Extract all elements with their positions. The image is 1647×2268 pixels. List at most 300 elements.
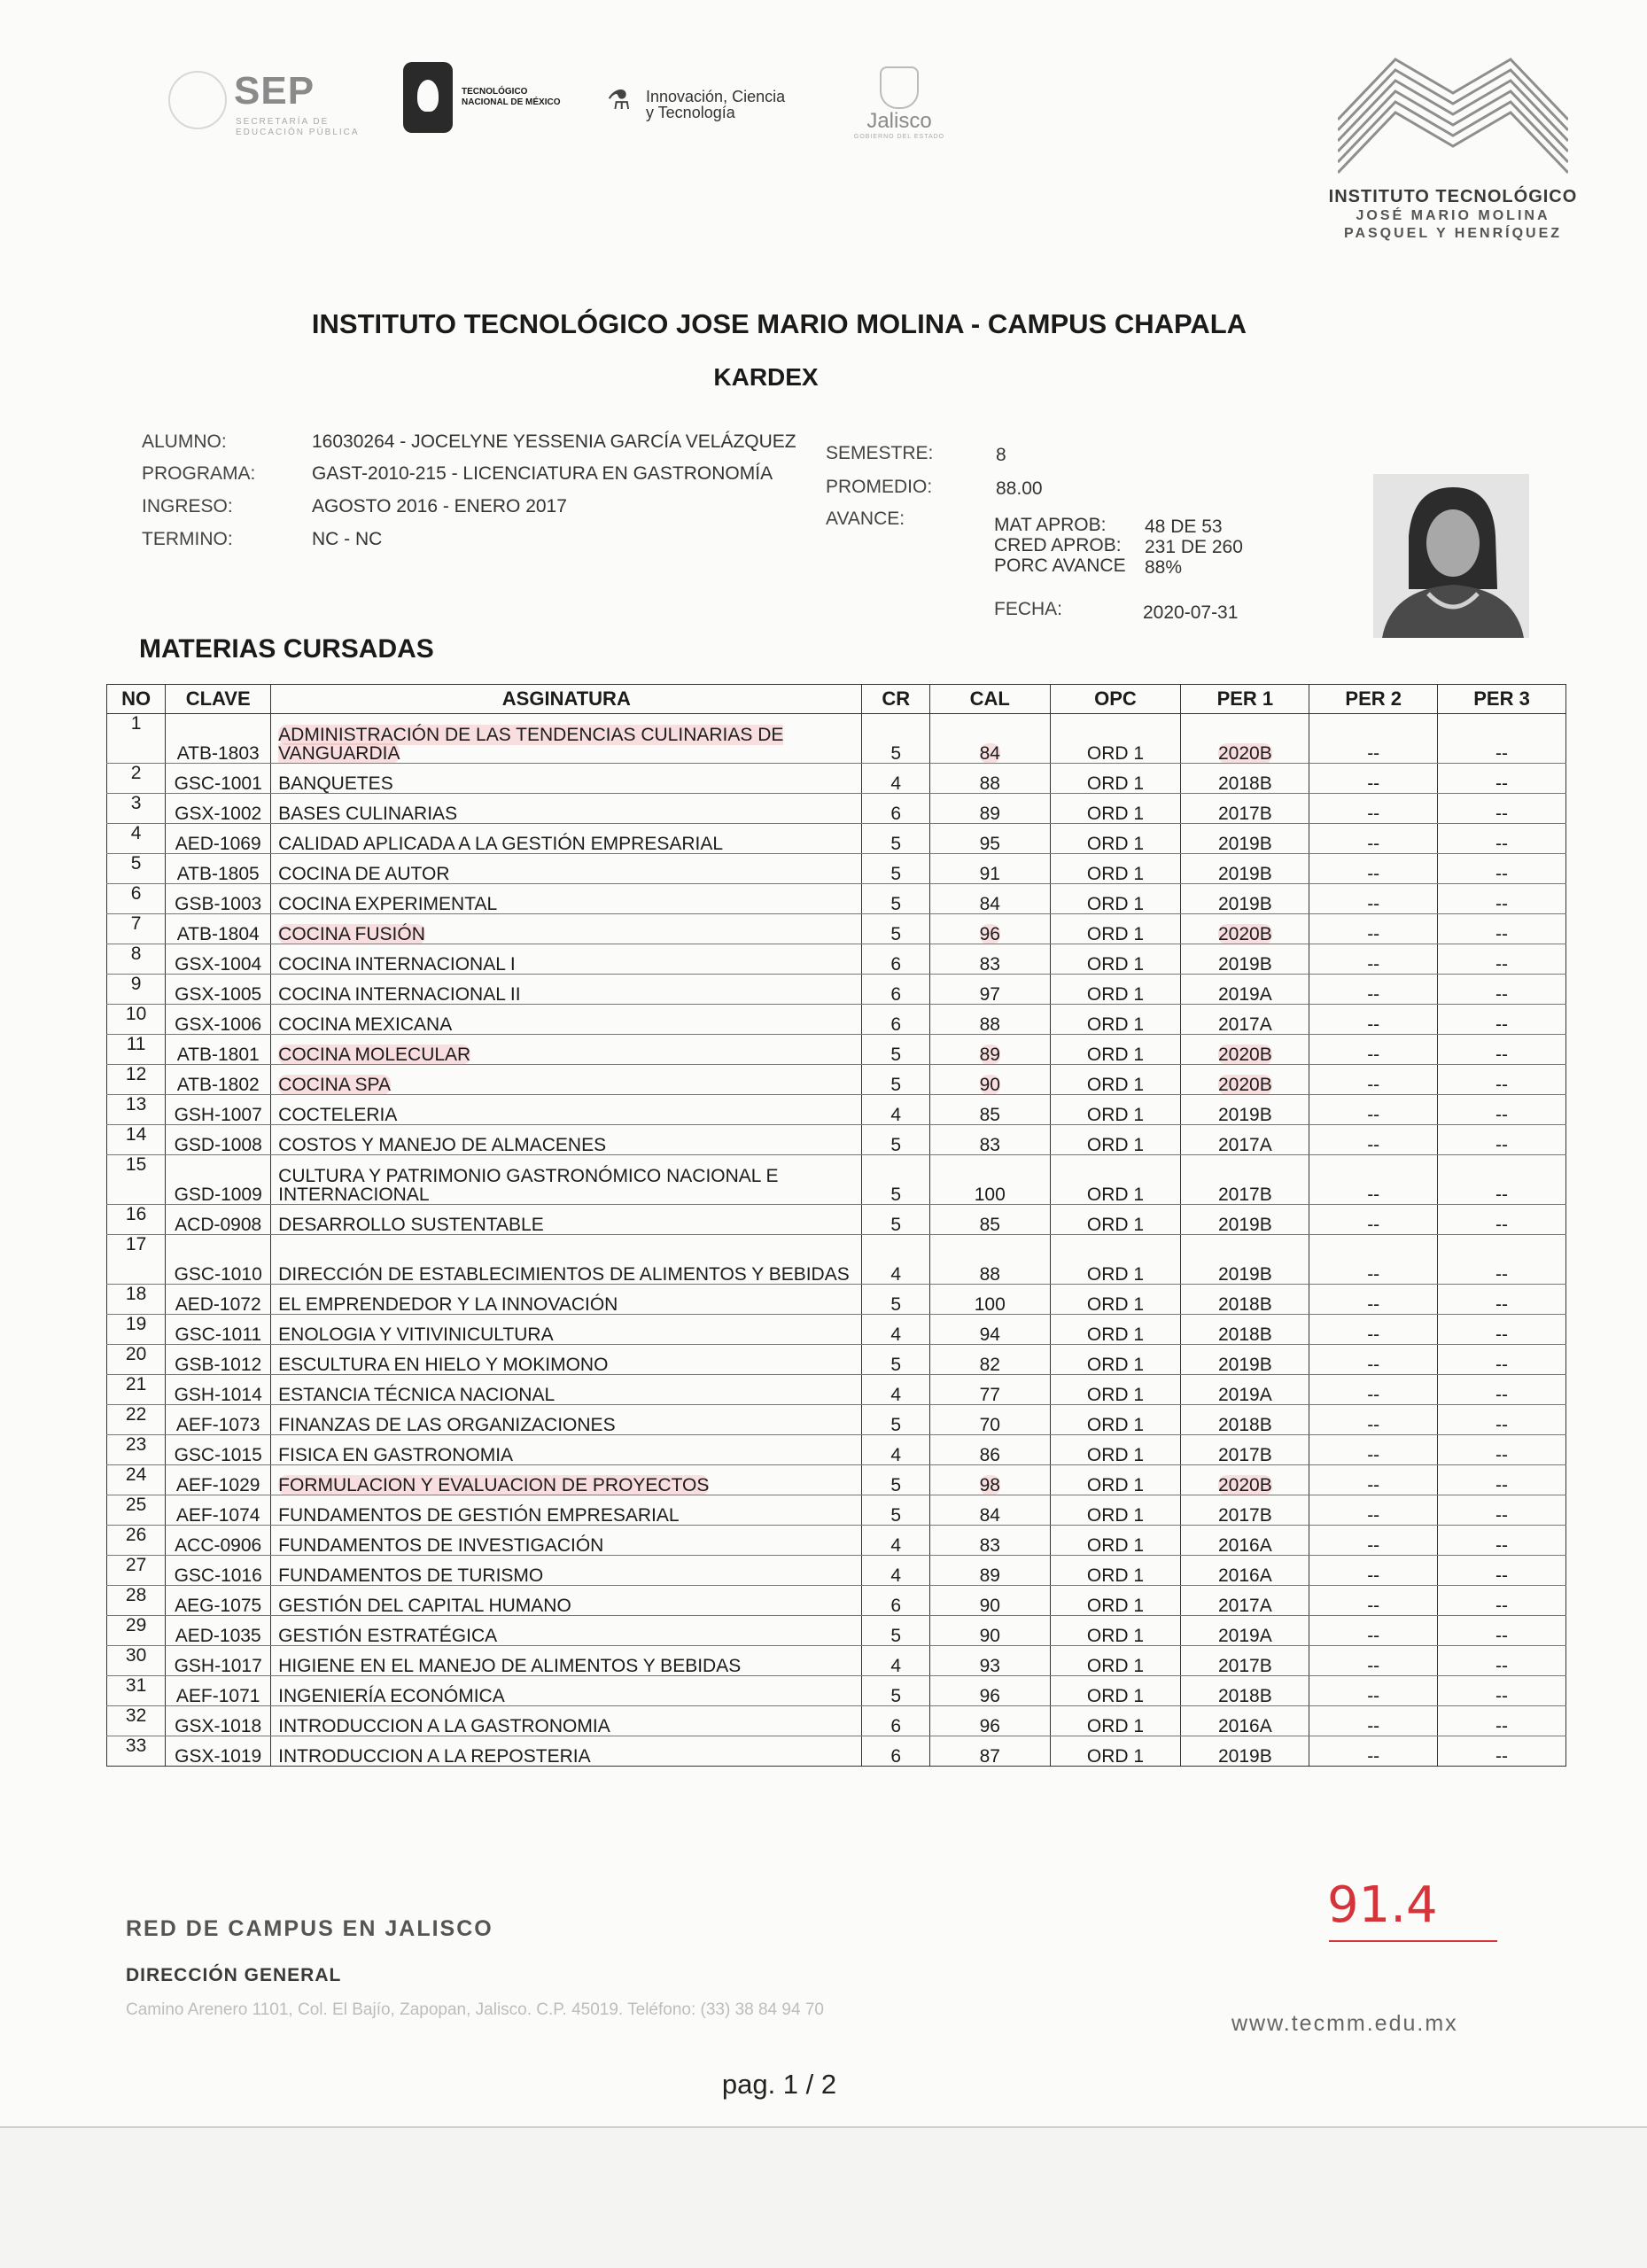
cell-asignatura: COCTELERIA — [271, 1095, 862, 1125]
porc-avance-label: PORC AVANCE — [994, 555, 1126, 576]
table-row — [107, 944, 1566, 975]
cell-per3: -- — [1438, 1285, 1566, 1315]
cell-cr: 6 — [862, 975, 930, 1005]
section-title: MATERIAS CURSADAS — [139, 634, 434, 664]
cell-per1: 2019A — [1181, 1375, 1309, 1405]
cell-per1: 2018B — [1181, 1405, 1309, 1435]
cell-opc: ORD 1 — [1050, 1556, 1181, 1586]
cell-cal: 83 — [930, 944, 1051, 975]
cell-per3: -- — [1438, 1736, 1566, 1767]
cell-per2: -- — [1309, 854, 1438, 884]
cell-cal: 86 — [930, 1435, 1051, 1465]
cell-opc: ORD 1 — [1050, 824, 1181, 854]
avance-label: AVANCE: — [826, 509, 905, 529]
cell-opc: ORD 1 — [1050, 1205, 1181, 1235]
cell-asignatura: GESTIÓN ESTRATÉGICA — [271, 1616, 862, 1646]
cell-no: 12 — [107, 1065, 166, 1095]
cell-opc: ORD 1 — [1050, 1235, 1181, 1285]
cell-cal: 97 — [930, 975, 1051, 1005]
cell-per1: 2018B — [1181, 1285, 1309, 1315]
cell-opc: ORD 1 — [1050, 1646, 1181, 1676]
cell-no: 31 — [107, 1676, 166, 1706]
cell-clave: GSH-1014 — [166, 1375, 271, 1405]
cell-opc: ORD 1 — [1050, 944, 1181, 975]
cell-cr: 4 — [862, 764, 930, 794]
cell-opc: ORD 1 — [1050, 1125, 1181, 1155]
cell-clave: GSX-1018 — [166, 1706, 271, 1736]
cell-asignatura: INTRODUCCION A LA REPOSTERIA — [271, 1736, 862, 1767]
cell-no: 14 — [107, 1125, 166, 1155]
cell-per3: -- — [1438, 1035, 1566, 1065]
cell-clave: AED-1069 — [166, 824, 271, 854]
cell-asignatura: FISICA EN GASTRONOMIA — [271, 1435, 862, 1465]
cell-cr: 6 — [862, 1586, 930, 1616]
cell-cr: 4 — [862, 1435, 930, 1465]
cell-cr: 5 — [862, 1035, 930, 1065]
page-title: INSTITUTO TECNOLÓGICO JOSE MARIO MOLINA - CAMPUS CHAPALA — [311, 308, 1247, 339]
header-opc: OPC — [1050, 685, 1181, 714]
student-photo — [1373, 474, 1529, 638]
cell-per2: -- — [1309, 1005, 1438, 1035]
cell-clave: GSC-1010 — [166, 1235, 271, 1285]
cell-no: 22 — [107, 1405, 166, 1435]
header-cr: CR — [862, 685, 930, 714]
cell-per1: 2020B — [1181, 714, 1309, 764]
cell-per3: -- — [1438, 1616, 1566, 1646]
table-row — [107, 1586, 1566, 1616]
cell-cal: 96 — [930, 1706, 1051, 1736]
cell-cr: 4 — [862, 1556, 930, 1586]
table-row — [107, 1375, 1566, 1405]
table-row — [107, 914, 1566, 944]
cell-cr: 5 — [862, 854, 930, 884]
cell-per2: -- — [1309, 1435, 1438, 1465]
table-row — [107, 1005, 1566, 1035]
cell-no: 4 — [107, 824, 166, 854]
cell-per2: -- — [1309, 714, 1438, 764]
cell-asignatura: FORMULACION Y EVALUACION DE PROYECTOS — [271, 1465, 862, 1495]
itj-line1: INSTITUTO TECNOLÓGICO — [1328, 187, 1578, 206]
cell-per3: -- — [1438, 1526, 1566, 1556]
semestre-label: SEMESTRE: — [826, 443, 934, 463]
table-row — [107, 1065, 1566, 1095]
cell-cal: 90 — [930, 1616, 1051, 1646]
cell-per3: -- — [1438, 884, 1566, 914]
cell-opc: ORD 1 — [1050, 1065, 1181, 1095]
table-row — [107, 884, 1566, 914]
cell-asignatura: BANQUETES — [271, 764, 862, 794]
cell-cal: 89 — [930, 1035, 1051, 1065]
cell-cal: 87 — [930, 1736, 1051, 1767]
cred-aprob-label: CRED APROB: — [994, 535, 1122, 555]
cell-no: 18 — [107, 1285, 166, 1315]
cell-clave: AEF-1073 — [166, 1405, 271, 1435]
cell-per3: -- — [1438, 714, 1566, 764]
cell-per1: 2017A — [1181, 1005, 1309, 1035]
cell-clave: GSH-1007 — [166, 1095, 271, 1125]
cell-per3: -- — [1438, 794, 1566, 824]
cell-opc: ORD 1 — [1050, 1345, 1181, 1375]
cell-cr: 5 — [862, 824, 930, 854]
table-row — [107, 854, 1566, 884]
cell-no: 29 — [107, 1616, 166, 1646]
cell-no: 32 — [107, 1706, 166, 1736]
sep-logo — [168, 62, 363, 142]
table-row — [107, 794, 1566, 824]
handwritten-underline — [1329, 1940, 1497, 1942]
cell-asignatura: ESTANCIA TÉCNICA NACIONAL — [271, 1375, 862, 1405]
cell-no: 2 — [107, 764, 166, 794]
table-row — [107, 1616, 1566, 1646]
header-per2: PER 2 — [1309, 685, 1438, 714]
cell-clave: AEF-1071 — [166, 1676, 271, 1706]
cred-aprob-value: 231 DE 260 — [1145, 537, 1243, 557]
cell-per3: -- — [1438, 824, 1566, 854]
cell-clave: ACC-0906 — [166, 1526, 271, 1556]
cell-asignatura: DIRECCIÓN DE ESTABLECIMIENTOS DE ALIMENTOS Y BEBIDAS — [271, 1235, 862, 1285]
cell-opc: ORD 1 — [1050, 1285, 1181, 1315]
cell-clave: GSX-1006 — [166, 1005, 271, 1035]
cell-opc: ORD 1 — [1050, 1375, 1181, 1405]
cell-per1: 2017B — [1181, 794, 1309, 824]
icyt-logo — [607, 82, 828, 135]
cell-per1: 2016A — [1181, 1706, 1309, 1736]
cell-asignatura: COCINA DE AUTOR — [271, 854, 862, 884]
cell-per2: -- — [1309, 914, 1438, 944]
cell-asignatura: COCINA FUSIÓN — [271, 914, 862, 944]
cell-cal: 89 — [930, 1556, 1051, 1586]
cell-cal: 100 — [930, 1155, 1051, 1205]
cell-asignatura: EL EMPRENDEDOR Y LA INNOVACIÓN — [271, 1285, 862, 1315]
cell-opc: ORD 1 — [1050, 1676, 1181, 1706]
cell-per1: 2019B — [1181, 854, 1309, 884]
header-cal: CAL — [930, 685, 1051, 714]
page-number: pag. 1 / 2 — [721, 2069, 837, 2100]
jalisco-wordmark: Jalisco — [866, 109, 932, 133]
cell-cr: 6 — [862, 1706, 930, 1736]
cell-per1: 2019B — [1181, 824, 1309, 854]
cell-no: 10 — [107, 1005, 166, 1035]
cell-asignatura: COCINA EXPERIMENTAL — [271, 884, 862, 914]
cell-clave: GSX-1005 — [166, 975, 271, 1005]
cell-clave: GSX-1002 — [166, 794, 271, 824]
table-row — [107, 1495, 1566, 1526]
cell-cr: 5 — [862, 1405, 930, 1435]
mat-aprob-value: 48 DE 53 — [1145, 517, 1223, 537]
cell-per2: -- — [1309, 1676, 1438, 1706]
jalisco-logo — [851, 66, 948, 146]
table-row — [107, 1125, 1566, 1155]
tecnm-text: TECNOLÓGICO NACIONAL DE MÉXICO — [462, 87, 561, 107]
cell-no: 1 — [107, 714, 166, 764]
porc-avance-value: 88% — [1145, 557, 1183, 578]
cell-clave: GSB-1012 — [166, 1345, 271, 1375]
cell-opc: ORD 1 — [1050, 884, 1181, 914]
cell-per2: -- — [1309, 1315, 1438, 1345]
cell-asignatura: ENOLOGIA Y VITIVINICULTURA — [271, 1315, 862, 1345]
promedio-label: PROMEDIO: — [826, 477, 933, 497]
cell-cal: 91 — [930, 854, 1051, 884]
itj-line2: JOSÉ MARIO MOLINA — [1356, 208, 1550, 223]
cell-per2: -- — [1309, 1345, 1438, 1375]
cell-no: 11 — [107, 1035, 166, 1065]
cell-cr: 4 — [862, 1315, 930, 1345]
cell-cal: 88 — [930, 1005, 1051, 1035]
header-clave: CLAVE — [166, 685, 271, 714]
cell-per1: 2017B — [1181, 1646, 1309, 1676]
programa-value: GAST-2010-215 - LICENCIATURA EN GASTRONOMÍA — [312, 463, 773, 484]
cell-cr: 5 — [862, 1616, 930, 1646]
cell-cal: 96 — [930, 914, 1051, 944]
cell-per3: -- — [1438, 1155, 1566, 1205]
itj-line3: PASQUEL Y HENRÍQUEZ — [1343, 226, 1563, 241]
table-row — [107, 1205, 1566, 1235]
cell-per1: 2019B — [1181, 1205, 1309, 1235]
cell-cr: 5 — [862, 1676, 930, 1706]
header-no: NO — [107, 685, 166, 714]
table-row — [107, 764, 1566, 794]
cell-opc: ORD 1 — [1050, 1706, 1181, 1736]
cell-cal: 83 — [930, 1526, 1051, 1556]
cell-per2: -- — [1309, 1235, 1438, 1285]
cell-per2: -- — [1309, 1095, 1438, 1125]
programa-label: PROGRAMA: — [142, 463, 256, 484]
cell-per2: -- — [1309, 1375, 1438, 1405]
cell-per1: 2017B — [1181, 1155, 1309, 1205]
mat-aprob-label: MAT APROB: — [994, 515, 1107, 535]
header-asignatura: ASGINATURA — [271, 685, 862, 714]
table-row — [107, 1035, 1566, 1065]
cell-cal: 77 — [930, 1375, 1051, 1405]
cell-per2: -- — [1309, 1125, 1438, 1155]
cell-cal: 90 — [930, 1586, 1051, 1616]
cell-per1: 2017A — [1181, 1586, 1309, 1616]
cell-per3: -- — [1438, 1095, 1566, 1125]
cell-asignatura: FINANZAS DE LAS ORGANIZACIONES — [271, 1405, 862, 1435]
sep-wordmark: SEP — [234, 69, 315, 113]
cell-clave: GSD-1009 — [166, 1155, 271, 1205]
semestre-value: 8 — [996, 445, 1006, 465]
cell-cal: 88 — [930, 764, 1051, 794]
cell-clave: ATB-1804 — [166, 914, 271, 944]
cell-per3: -- — [1438, 854, 1566, 884]
cell-per1: 2019B — [1181, 1095, 1309, 1125]
cell-cr: 5 — [862, 1205, 930, 1235]
cell-per3: -- — [1438, 1315, 1566, 1345]
cell-no: 30 — [107, 1646, 166, 1676]
cell-no: 19 — [107, 1315, 166, 1345]
cell-cal: 89 — [930, 794, 1051, 824]
page-subtitle: KARDEX — [713, 363, 819, 391]
sep-seal-icon — [168, 71, 227, 129]
cell-per3: -- — [1438, 1205, 1566, 1235]
cell-per2: -- — [1309, 1736, 1438, 1767]
cell-clave: GSC-1015 — [166, 1435, 271, 1465]
cell-opc: ORD 1 — [1050, 1526, 1181, 1556]
table-row — [107, 714, 1566, 764]
cell-per3: -- — [1438, 1005, 1566, 1035]
cell-cr: 5 — [862, 1285, 930, 1315]
cell-no: 6 — [107, 884, 166, 914]
tecnm-gear-icon — [403, 62, 453, 133]
cell-no: 26 — [107, 1526, 166, 1556]
cell-opc: ORD 1 — [1050, 1035, 1181, 1065]
table-row — [107, 1676, 1566, 1706]
cell-no: 8 — [107, 944, 166, 975]
cell-cal: 84 — [930, 1495, 1051, 1526]
cell-per2: -- — [1309, 1405, 1438, 1435]
cell-no: 28 — [107, 1586, 166, 1616]
cell-asignatura: ADMINISTRACIÓN DE LAS TENDENCIAS CULINARIAS DE VANGUARDIA — [271, 714, 862, 764]
cell-clave: GSX-1004 — [166, 944, 271, 975]
cell-no: 24 — [107, 1465, 166, 1495]
cell-per3: -- — [1438, 764, 1566, 794]
fecha-value: 2020-07-31 — [1143, 602, 1239, 623]
cell-asignatura: COCINA INTERNACIONAL I — [271, 944, 862, 975]
cell-per1: 2019A — [1181, 975, 1309, 1005]
promedio-value: 88.00 — [996, 478, 1043, 499]
cell-cal: 84 — [930, 884, 1051, 914]
cell-per2: -- — [1309, 975, 1438, 1005]
cell-asignatura: CULTURA Y PATRIMONIO GASTRONÓMICO NACIONAL E INTERNACIONAL — [271, 1155, 862, 1205]
cell-per1: 2017A — [1181, 1125, 1309, 1155]
table-row — [107, 1465, 1566, 1495]
cell-per2: -- — [1309, 824, 1438, 854]
cell-per1: 2018B — [1181, 764, 1309, 794]
cell-clave: AED-1072 — [166, 1285, 271, 1315]
cell-cr: 4 — [862, 1375, 930, 1405]
cell-cal: 94 — [930, 1315, 1051, 1345]
cell-cr: 4 — [862, 1646, 930, 1676]
cell-opc: ORD 1 — [1050, 1405, 1181, 1435]
cell-clave: AEF-1074 — [166, 1495, 271, 1526]
cell-asignatura: FUNDAMENTOS DE GESTIÓN EMPRESARIAL — [271, 1495, 862, 1526]
cell-asignatura: FUNDAMENTOS DE TURISMO — [271, 1556, 862, 1586]
cell-clave: ATB-1803 — [166, 714, 271, 764]
alumno-label: ALUMNO: — [142, 431, 227, 452]
cell-opc: ORD 1 — [1050, 764, 1181, 794]
cell-cal: 84 — [930, 714, 1051, 764]
table-row — [107, 1435, 1566, 1465]
cell-cr: 5 — [862, 1465, 930, 1495]
cell-per3: -- — [1438, 1375, 1566, 1405]
cell-per1: 2020B — [1181, 914, 1309, 944]
cell-opc: ORD 1 — [1050, 975, 1181, 1005]
cell-opc: ORD 1 — [1050, 1155, 1181, 1205]
cell-cal: 70 — [930, 1405, 1051, 1435]
table-row — [107, 1095, 1566, 1125]
cell-per3: -- — [1438, 1706, 1566, 1736]
table-row — [107, 1155, 1566, 1205]
cell-per2: -- — [1309, 884, 1438, 914]
cell-opc: ORD 1 — [1050, 1095, 1181, 1125]
icyt-text: Innovación, Ciencia y Tecnología — [646, 88, 786, 121]
cell-cr: 5 — [862, 914, 930, 944]
cell-clave: AEF-1029 — [166, 1465, 271, 1495]
cell-asignatura: COCINA MOLECULAR — [271, 1035, 862, 1065]
cell-per2: -- — [1309, 944, 1438, 975]
cell-asignatura: HIGIENE EN EL MANEJO DE ALIMENTOS Y BEBIDAS — [271, 1646, 862, 1676]
cell-per3: -- — [1438, 1586, 1566, 1616]
cell-per1: 2020B — [1181, 1465, 1309, 1495]
cell-clave: GSC-1016 — [166, 1556, 271, 1586]
cell-cr: 5 — [862, 1155, 930, 1205]
cell-per1: 2018B — [1181, 1676, 1309, 1706]
cell-no: 33 — [107, 1736, 166, 1767]
termino-value: NC - NC — [312, 529, 383, 549]
cell-per3: -- — [1438, 1235, 1566, 1285]
cell-cr: 4 — [862, 1095, 930, 1125]
cell-per2: -- — [1309, 764, 1438, 794]
cell-no: 23 — [107, 1435, 166, 1465]
cell-per1: 2020B — [1181, 1065, 1309, 1095]
table-row — [107, 1556, 1566, 1586]
cell-per1: 2019B — [1181, 944, 1309, 975]
microscope-icon: ⚗ — [607, 86, 631, 115]
cell-no: 9 — [107, 975, 166, 1005]
termino-label: TERMINO: — [142, 529, 233, 549]
cell-asignatura: DESARROLLO SUSTENTABLE — [271, 1205, 862, 1235]
cell-cr: 4 — [862, 1235, 930, 1285]
cell-clave: GSD-1008 — [166, 1125, 271, 1155]
table-header-row — [107, 685, 1566, 714]
cell-opc: ORD 1 — [1050, 1586, 1181, 1616]
cell-cal: 96 — [930, 1676, 1051, 1706]
cell-cr: 6 — [862, 944, 930, 975]
cell-cr: 5 — [862, 714, 930, 764]
header-per1: PER 1 — [1181, 685, 1309, 714]
cell-per3: -- — [1438, 1646, 1566, 1676]
table-row — [107, 1345, 1566, 1375]
cell-opc: ORD 1 — [1050, 1616, 1181, 1646]
table-row — [107, 1315, 1566, 1345]
handwritten-average: 91.4 — [1327, 1876, 1438, 1934]
ingreso-label: INGRESO: — [142, 496, 233, 517]
cell-opc: ORD 1 — [1050, 1315, 1181, 1345]
cell-no: 5 — [107, 854, 166, 884]
cell-per2: -- — [1309, 1586, 1438, 1616]
cell-per2: -- — [1309, 1616, 1438, 1646]
table-row — [107, 1646, 1566, 1676]
cell-per3: -- — [1438, 1495, 1566, 1526]
cell-per3: -- — [1438, 1405, 1566, 1435]
cell-asignatura: ESCULTURA EN HIELO Y MOKIMONO — [271, 1345, 862, 1375]
alumno-value: 16030264 - JOCELYNE YESSENIA GARCÍA VELÁZQUEZ — [312, 431, 796, 452]
sep-subtitle: SECRETARÍA DE EDUCACIÓN PÚBLICA — [236, 117, 360, 137]
cell-asignatura: FUNDAMENTOS DE INVESTIGACIÓN — [271, 1526, 862, 1556]
table-row — [107, 1706, 1566, 1736]
cell-no: 3 — [107, 794, 166, 824]
cell-clave: GSH-1017 — [166, 1646, 271, 1676]
table-row — [107, 1235, 1566, 1285]
footer-address: Camino Arenero 1101, Col. El Bajío, Zapopan, Jalisco. C.P. 45019. Teléfono: (33) 38 84 94 70 — [126, 2000, 824, 2019]
cell-opc: ORD 1 — [1050, 1465, 1181, 1495]
cell-per3: -- — [1438, 1556, 1566, 1586]
cell-opc: ORD 1 — [1050, 854, 1181, 884]
cell-per3: -- — [1438, 1125, 1566, 1155]
cell-per2: -- — [1309, 794, 1438, 824]
cell-per2: -- — [1309, 1205, 1438, 1235]
cell-per1: 2016A — [1181, 1526, 1309, 1556]
cell-no: 15 — [107, 1155, 166, 1205]
table-row — [107, 975, 1566, 1005]
cell-no: 7 — [107, 914, 166, 944]
cell-asignatura: CALIDAD APLICADA A LA GESTIÓN EMPRESARIAL — [271, 824, 862, 854]
subjects-table — [106, 684, 1566, 1767]
cell-cr: 6 — [862, 1005, 930, 1035]
cell-per3: -- — [1438, 944, 1566, 975]
cell-cal: 90 — [930, 1065, 1051, 1095]
